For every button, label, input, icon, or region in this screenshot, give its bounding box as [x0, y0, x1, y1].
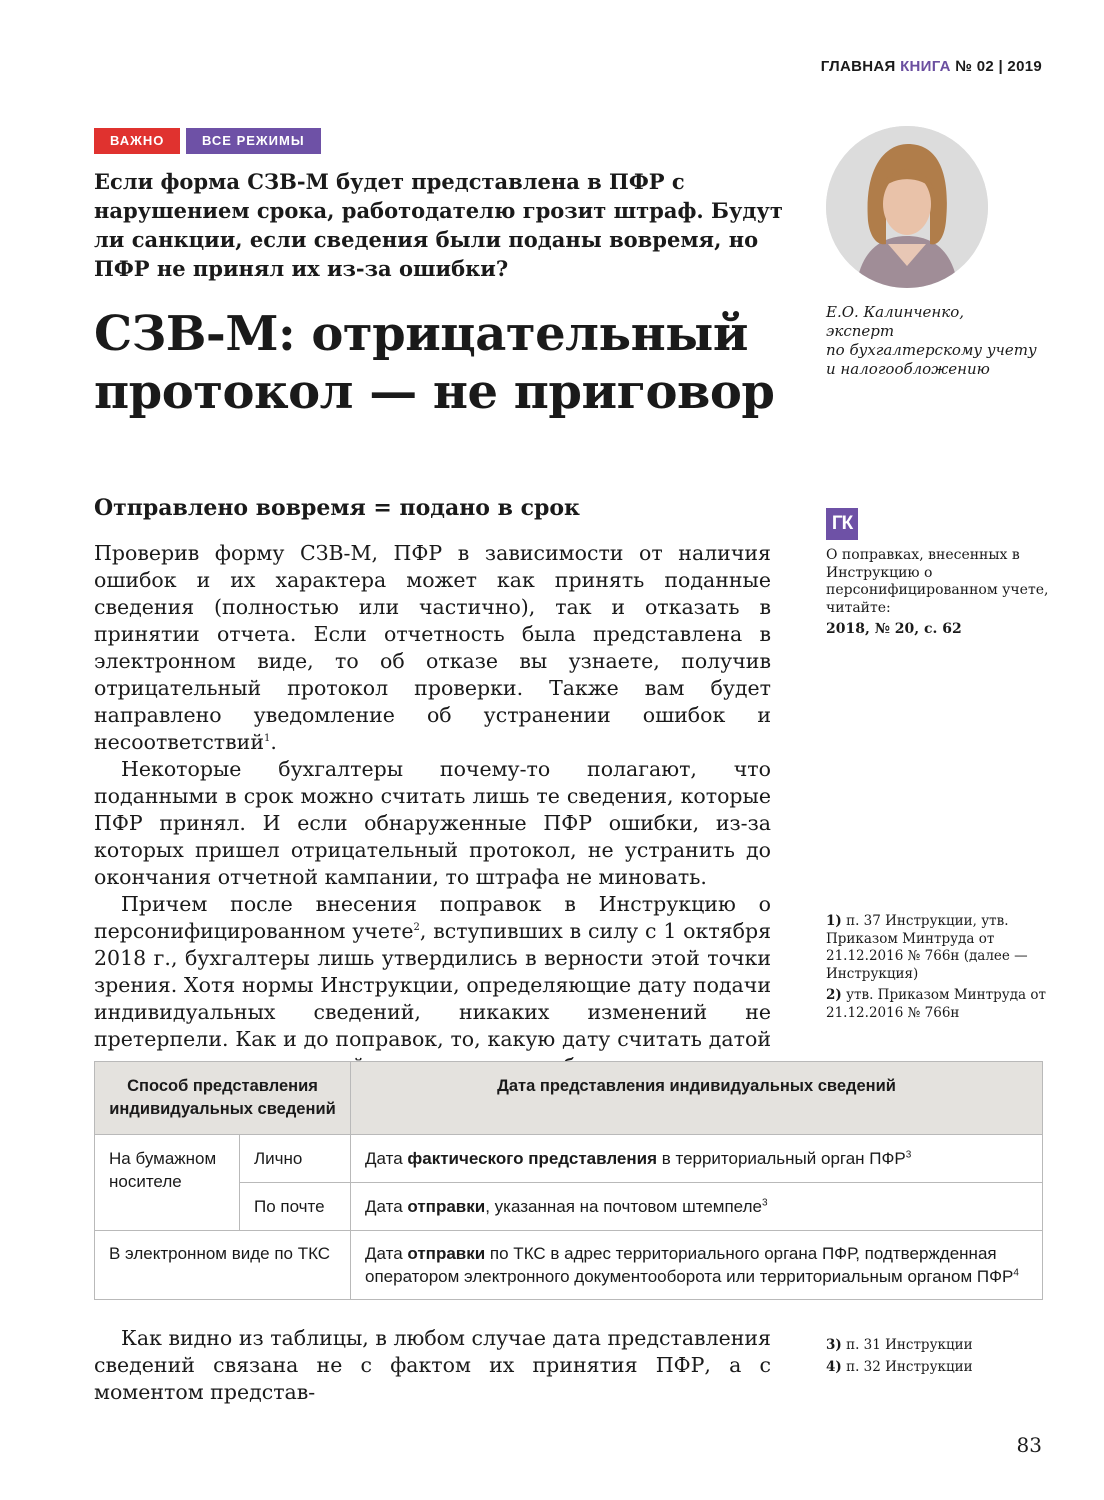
- tag-all-regimes: ВСЕ РЕЖИМЫ: [186, 128, 321, 154]
- side-note-reference: 2018, № 20, с. 62: [826, 621, 962, 637]
- footnote-ref: 3: [761, 1197, 768, 1209]
- title-line-2: протокол — не приговор: [94, 364, 775, 420]
- cell-text: по ТКС в адрес территориального органа ПФР, подтвержденная оператором электронного документооборота или территориальным органом ПФР: [365, 1244, 1014, 1286]
- paragraph-text: , вступивших в силу с 1 октября 2018 г., бухгалтеры лишь утвердились в верности этой точки зрения. Хотя нормы Инструкции, определяющие дату подачи индивидуальных сведений, никаких изменений не претерпели. Как и до поправок, то, какую дату считать датой: [94, 919, 772, 1051]
- table-cell-date: [351, 1231, 1043, 1300]
- footnotes-bottom: [826, 1337, 1056, 1380]
- table-cell-mail: По почте: [240, 1183, 351, 1231]
- paragraph-text: Причем после внесения поправок в Инструкцию о персонифицированном учете: [94, 892, 771, 943]
- article-body-continued: [94, 1325, 771, 1406]
- footnote-number: 1): [826, 913, 842, 929]
- section-heading: Отправлено вовремя = подано в срок: [94, 495, 580, 521]
- table-cell-paper: На бумажном носителе: [95, 1135, 240, 1231]
- issue-number: № 02 | 2019: [955, 58, 1042, 75]
- tag-important: ВАЖНО: [94, 128, 180, 154]
- cell-text: в территориальный орган ПФР: [657, 1149, 906, 1168]
- table-row: [95, 1135, 1043, 1183]
- table-cell-electronic: В электронном виде по ТКС: [95, 1231, 351, 1300]
- footnote-number: 2): [826, 987, 842, 1003]
- table-header-row: [95, 1062, 1043, 1135]
- gk-logo-icon: ГК: [826, 508, 858, 540]
- title-line-1: СЗВ-М: отрицательный: [94, 306, 748, 362]
- side-note: [826, 547, 1056, 639]
- cell-text-bold: фактического представления: [407, 1149, 657, 1168]
- paragraph: Проверив форму СЗВ-М, ПФР в зависимости от наличия ошибок и их характера может как принять поданные сведения (полностью или частично), так и отказать в принятии отчета. Если отчетность была представлена в электронном виде, то об отказе вы узнаете, получив отрицательный протокол проверки. Также вам будет направлено уведомление об устранении ошибок и несоответствий$^1$.: [94, 541, 771, 754]
- author-role: эксперт: [826, 322, 895, 340]
- author-caption: [826, 303, 1056, 379]
- footnote-ref: 3: [905, 1149, 912, 1161]
- author-photo: [826, 126, 988, 288]
- article-lead: Если форма СЗВ-М будет представлена в ПФР с нарушением срока, работодателю грозит штраф. Будут ли санкции, если сведения были поданы вовремя, но ПФР не принял их из-за ошибки?: [94, 169, 783, 281]
- paragraph: Как видно из таблицы, в любом случае дата представления сведений связана не с фактом их принятия ПФР, а с моментом представ-: [94, 1326, 771, 1404]
- paragraph-text: Проверив форму СЗВ-М, ПФР в зависимости от наличия ошибок и их характера может как принять поданные сведения (полностью или частично), так и отказать в принятии отчета. Если отчетность была представлена в электронном виде, то об отказе вы узнаете, получив отрицательный протокол проверки. Также вам будет направлено уведомление об устранении ошибок и несоответствий: [94, 541, 771, 754]
- cell-text-bold: отправки: [407, 1244, 486, 1263]
- page-number: 83: [1016, 1433, 1042, 1457]
- footnote-ref: 2: [413, 922, 420, 934]
- cell-text: Дата: [365, 1244, 408, 1263]
- footnote-ref: 1: [264, 733, 271, 745]
- footnote-number: 4): [826, 1358, 842, 1375]
- cell-text: Дата: [365, 1149, 408, 1168]
- author-role-line3: и налогообложению: [826, 360, 990, 378]
- footnote-text: п. 31 Инструкции: [846, 1337, 973, 1353]
- table-cell-personal: Лично: [240, 1135, 351, 1183]
- cell-text-bold: отправки: [407, 1197, 486, 1216]
- magazine-name-part1: ГЛАВНАЯ: [820, 58, 896, 75]
- magazine-name-part2: КНИГА: [900, 58, 951, 75]
- table-cell-date: [351, 1135, 1043, 1183]
- footnote-text: п. 32 Инструкции: [846, 1358, 973, 1375]
- footnote-text: п. 37 Инструкции, утв. Приказом Минтруда от 21.12.2016 № 766н (далее — Инструкция): [826, 913, 1028, 982]
- running-header: [821, 58, 1042, 75]
- cell-text: Дата: [365, 1197, 408, 1216]
- side-note-text: О поправках, внесенных в Инструкцию о персонифицированном учете, читайте:: [826, 547, 1049, 616]
- table-row: [95, 1231, 1043, 1300]
- paragraph: Некоторые бухгалтеры почему-то полагают, что поданными в срок можно считать лишь те сведения, которые ПФР принял. И если обнаруженные ПФР ошибки, из-за которых пришел отрицательный протокол, не устранить до окончания отчетной кампании, то штрафа не миновать.: [94, 757, 771, 889]
- submission-dates-table: [94, 1061, 1043, 1300]
- table-cell-date: [351, 1183, 1043, 1231]
- author-name: Е.О. Калинченко,: [826, 303, 965, 321]
- footnote: [826, 913, 1056, 983]
- footnote-text: утв. Приказом Минтруда от 21.12.2016 № 766н: [826, 987, 1046, 1021]
- table-header-date: Дата представления индивидуальных сведений: [351, 1062, 1043, 1135]
- article-title: [94, 305, 814, 421]
- footnote: [826, 987, 1056, 1022]
- footnote: [826, 1337, 1056, 1355]
- article-body: [94, 540, 771, 1107]
- footnote-ref: 4: [1013, 1267, 1019, 1279]
- table-header-method: Способ представления индивидуальных сведений: [95, 1062, 351, 1135]
- cell-text: , указанная на почтовом штемпеле: [485, 1197, 762, 1216]
- footnotes-top: [826, 913, 1056, 1026]
- footnote: [826, 1359, 1056, 1377]
- author-role-line2: по бухгалтерскому учету: [826, 341, 1037, 359]
- footnote-number: 3): [826, 1337, 842, 1353]
